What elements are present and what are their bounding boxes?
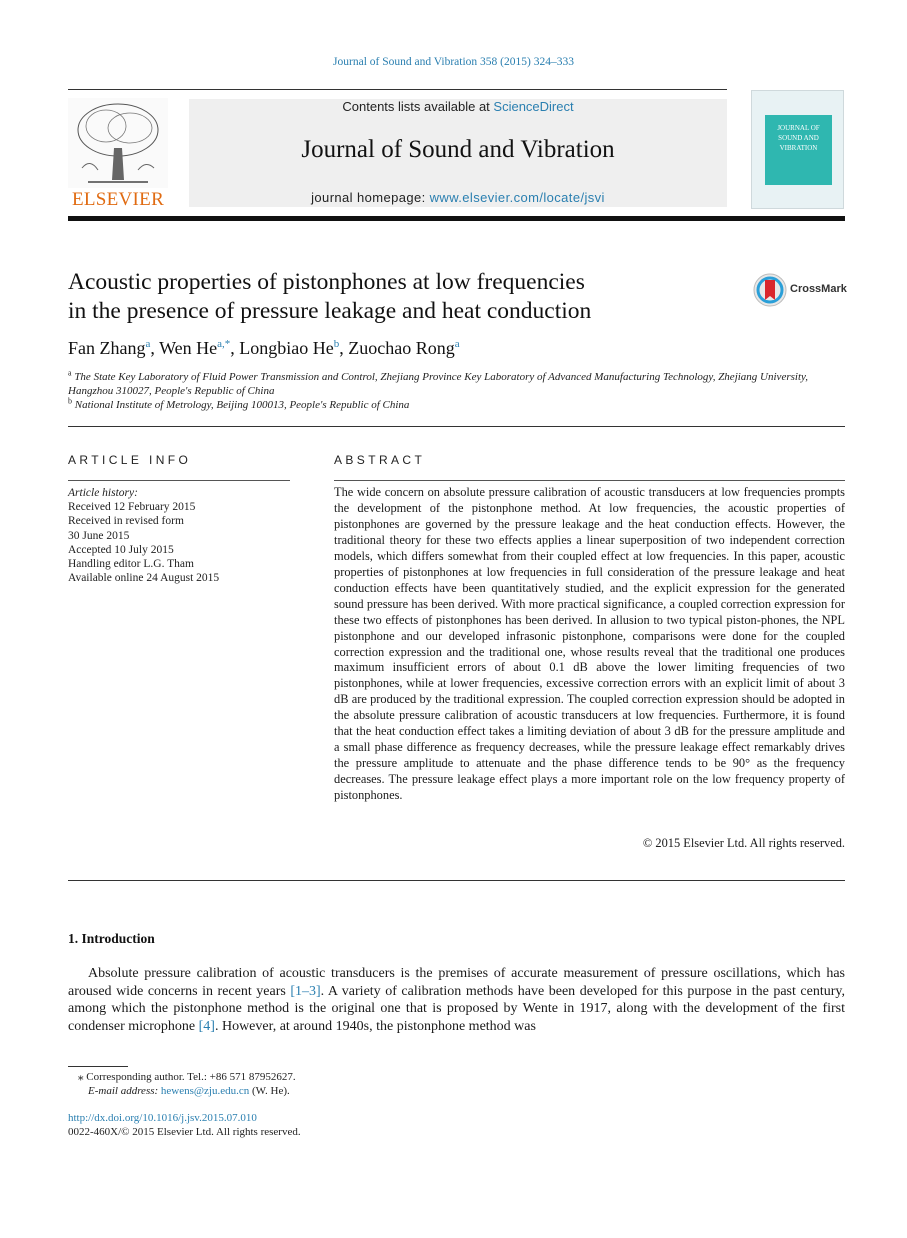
history-item: Received in revised form	[68, 515, 184, 528]
history-label: Article history:	[68, 487, 138, 499]
history-item: Available online 24 August 2015	[68, 572, 220, 585]
footnote-divider	[68, 1066, 128, 1067]
crossmark-label: CrossMark	[790, 283, 847, 295]
journal-homepage: journal homepage: www.elsevier.com/locate/jsvi	[311, 190, 605, 205]
journal-cover-thumbnail[interactable]	[751, 90, 844, 209]
affiliation-list	[68, 370, 828, 412]
article-history	[68, 486, 298, 585]
author-affiliation-mark[interactable]: a	[145, 338, 151, 350]
corresponding-author-note: ⁎ Corresponding author. Tel.: +86 571 87952627.	[78, 1071, 296, 1083]
elsevier-logo[interactable]	[68, 98, 168, 210]
abstract-text: The wide concern on absolute pressure calibration of acoustic transducers at low frequencies prompts the development of the pistonphone method. At low frequencies, the acoustic properties of pistonphones are governed by the pressure leakage and the heat conduction effects. However, the traditional theory for these two effects applies a linear superposition of two independent correction models, which differs somewhat from their coupled effect at low frequencies. In this paper, acoustic properties of pistonphones at low frequencies in full consideration of the pressure leakage and heat conduction effects have been quantitatively studied, and the explicit expression for the generated sound pressure has been derived. With more practical significance, a coupled correction expression for these two effects of pistonphones has been derived. In allusion to two typical piston-phones, the NPL pistonphone and our developed infrasonic pistonphone, comparisons were done for the coupled correction expression and the traditional one, whose results reveal that the traditional one produces maximum insufficient errors of about 0.1 dB above the lower limiting frequencies of two pistonphones, while at lower frequencies, excessive correction errors with an explicit limit of about 3 dB are produced by the traditional expression. The coupled correction expression should be adopted in the absolute pressure calibration of acoustic transducers at low frequencies. Furthermore, it is found that the heat conduction effect takes a limiting deviation of about 3 dB for the pressure amplitude and a small phase difference as frequency decreases, while the pressure leakage effect remarkably drives the pressure amplitude to attenuate and the phase difference tends to be 90° as the frequency decreases. The pressure leakage effect plays a more important role on the low frequency property of pistonphones.	[334, 485, 845, 803]
cover-panel	[765, 115, 832, 185]
author-list: Fan Zhang$^a$, Wen $He^{a,*}$, Longbiao He$^b$, Zuochao Rong$^a$	[68, 338, 460, 358]
section-heading-introduction: 1. Introduction	[68, 931, 155, 946]
affiliation-item: $^a$ The State Key Laboratory of Fluid Power Transmission and Control, Zhejiang Province Key Laboratory of Advanced Manufacturing Technology, Zhejiang University, Hangzhou 310027, People's Republic of China	[68, 368, 809, 397]
abstract-copyright: © 2015 Elsevier Ltd. All rights reserved.	[642, 836, 845, 850]
header-divider	[68, 89, 727, 90]
affiliation-item: $^b$ National Institute of Metrology, Beijing 100013, People's Republic of China	[68, 396, 410, 411]
history-item: Handling editor L.G. Tham	[68, 558, 194, 571]
email-note: E-mail address: hewens@zju.edu.cn (W. He).	[88, 1085, 290, 1097]
author-name[interactable]: Zuochao Rong	[348, 338, 455, 358]
abstract-divider	[334, 480, 845, 481]
cover-title: JOURNAL OF SOUND AND VIBRATION	[777, 124, 820, 152]
history-item: Received 12 February 2015	[68, 501, 196, 514]
author-name[interactable]: Fan Zhang	[68, 338, 146, 358]
elsevier-wordmark: ELSEVIER	[71, 189, 165, 210]
sciencedirect-link[interactable]: ScienceDirect	[493, 99, 574, 114]
history-item: Accepted 10 July 2015	[68, 543, 174, 556]
history-item: 30 June 2015	[68, 529, 130, 542]
reference-link[interactable]: [4]	[198, 1019, 215, 1035]
author-name[interactable]: Longbiao He	[239, 338, 334, 358]
elsevier-tree-icon	[68, 98, 168, 188]
reference-link[interactable]: [1–3]	[290, 983, 321, 999]
contents-line: Contents lists available at ScienceDirect	[342, 99, 574, 114]
footnotes	[68, 1070, 468, 1098]
article-info-heading: ARTICLE INFO	[68, 453, 192, 467]
author-affiliation-mark[interactable]: a,*	[217, 338, 231, 350]
doi-link[interactable]: http://dx.doi.org/10.1016/j.jsv.2015.07.010	[68, 1112, 257, 1124]
issn-line: 0022-460X/© 2015 Elsevier Ltd. All rights reserved.	[68, 1126, 301, 1138]
homepage-link[interactable]: www.elsevier.com/locate/jsvi	[429, 190, 605, 205]
author-affiliation-mark[interactable]: a	[454, 338, 460, 350]
author-name[interactable]: Wen He	[159, 338, 218, 358]
journal-citation[interactable]: Journal of Sound and Vibration 358 (2015) 324–333	[333, 56, 574, 68]
author-affiliation-mark[interactable]: b	[333, 338, 340, 350]
journal-title: Journal of Sound and Vibration	[301, 136, 615, 163]
abstract-heading: ABSTRACT	[334, 453, 426, 467]
intro-paragraph: Absolute pressure calibration of acoustic transducers is the premises of accurate measurement of pressure oscillations, which has aroused wide concerns in recent years [1–3]. A variety of calibration methods have been developed for this purpose in the past century, among which the pistonphone method is the original one that is proposed by Wente in 1917, along with the development of the first condenser microphone [4]. However, at around 1940s, the pistonphone method was	[68, 966, 845, 1035]
article-info-divider	[68, 480, 290, 481]
article-title: Acoustic properties of pistonphones at low frequencies in the presence of pressure leakage and heat conduction	[68, 269, 592, 324]
header-thick-divider	[68, 216, 845, 221]
crossmark-icon	[752, 272, 788, 308]
journal-banner	[189, 99, 727, 207]
email-link[interactable]: hewens@zju.edu.cn	[160, 1085, 250, 1097]
section-divider	[68, 426, 845, 427]
crossmark-badge[interactable]	[752, 272, 852, 308]
front-matter-divider	[68, 880, 845, 881]
